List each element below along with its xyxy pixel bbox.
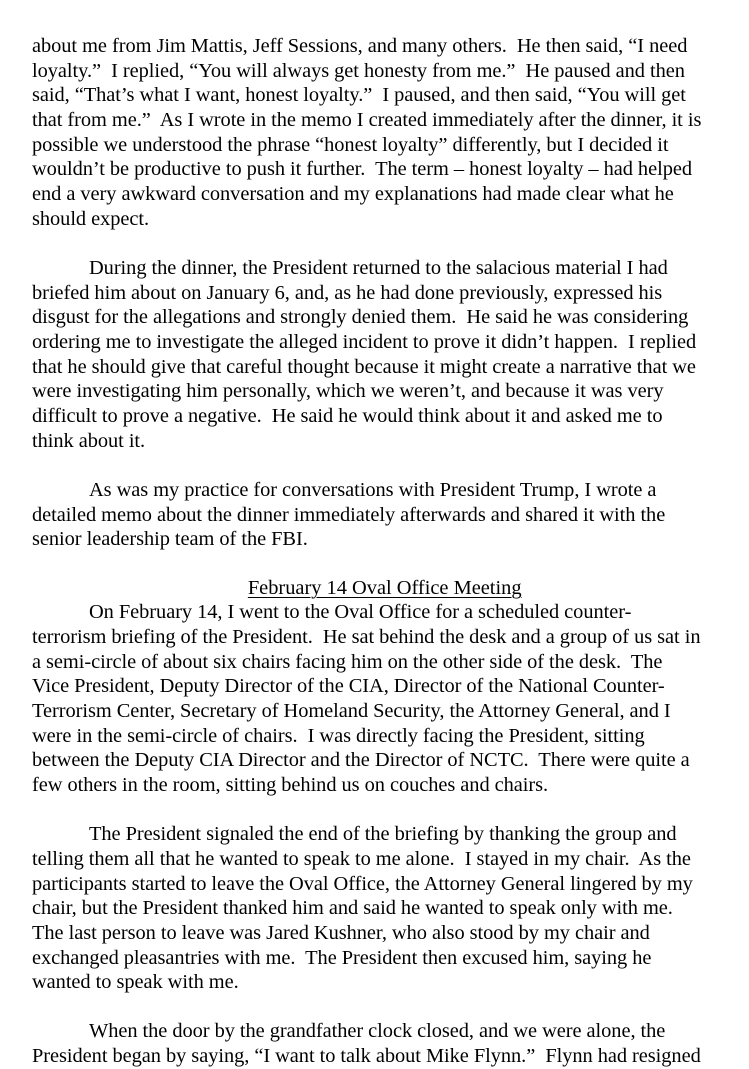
text-line: wouldn’t be productive to push it further. The term – honest loyalty – had helped xyxy=(32,158,692,180)
text-line: should expect. xyxy=(32,208,150,230)
text-line: Vice President, Deputy Director of the CIA, Director of the National Counter- xyxy=(32,675,665,697)
text-line: difficult to prove a negative. He said he would think about it and asked me to xyxy=(32,405,663,427)
text-line: The President signaled the end of the briefing by thanking the group and xyxy=(89,823,677,845)
text-line: Terrorism Center, Secretary of Homeland Security, the Attorney General, and I xyxy=(32,700,671,722)
text-line: think about it. xyxy=(32,430,146,452)
text-line: that he should give that careful thought because it might create a narrative that we xyxy=(32,356,696,378)
text-line: were in the semi-circle of chairs. I was directly facing the President, sitting xyxy=(32,725,645,747)
text-line: loyalty.” I replied, “You will always get honesty from me.” He paused and then xyxy=(32,60,685,82)
text-line: a semi-circle of about six chairs facing him on the other side of the desk. The xyxy=(32,651,663,673)
text-line: wanted to speak with me. xyxy=(32,971,239,993)
text-line: disgust for the allegations and strongly denied them. He said he was considering xyxy=(32,306,689,328)
text-line: possible we understood the phrase “honest loyalty” differently, but I decided it xyxy=(32,134,669,156)
text-line: As was my practice for conversations with President Trump, I wrote a xyxy=(89,479,657,501)
text-line: briefed him about on January 6, and, as he had done previously, expressed his xyxy=(32,282,663,304)
text-line: participants started to leave the Oval Office, the Attorney General lingered by my xyxy=(32,873,693,895)
text-line: When the door by the grandfather clock closed, and we were alone, the xyxy=(89,1020,666,1042)
text-line: chair, but the President thanked him and said he wanted to speak only with me. xyxy=(32,897,673,919)
text-line: The last person to leave was Jared Kushner, who also stood by my chair and xyxy=(32,922,650,944)
text-line: On February 14, I went to the Oval Office for a scheduled counter- xyxy=(89,601,632,623)
text-line: During the dinner, the President returned to the salacious material I had xyxy=(89,257,668,279)
text-line: senior leadership team of the FBI. xyxy=(32,528,308,550)
text-line: detailed memo about the dinner immediately afterwards and shared it with the xyxy=(32,504,666,526)
text-line: end a very awkward conversation and my explanations had made clear what he xyxy=(32,183,674,205)
text-line: President began by saying, “I want to talk about Mike Flynn.” Flynn had resigned xyxy=(32,1045,701,1067)
text-line: exchanged pleasantries with me. The President then excused him, saying he xyxy=(32,947,652,969)
text-line: that from me.” As I wrote in the memo I created immediately after the dinner, it is xyxy=(32,109,702,131)
text-line: were investigating him personally, which we weren’t, and because it was very xyxy=(32,380,664,402)
text-line: few others in the room, sitting behind us on couches and chairs. xyxy=(32,774,549,796)
text-line: between the Deputy CIA Director and the Director of NCTC. There were quite a xyxy=(32,749,690,771)
text-line: said, “That’s what I want, honest loyalty.” I paused, and then said, “You will get xyxy=(32,84,686,106)
section-heading-text: February 14 Oval Office Meeting xyxy=(247,576,522,599)
text-line: telling them all that he wanted to speak to me alone. I stayed in my chair. As the xyxy=(32,848,691,870)
text-line: ordering me to investigate the alleged incident to prove it didn’t happen. I replied xyxy=(32,331,697,353)
text-line: about me from Jim Mattis, Jeff Sessions, and many others. He then said, “I need xyxy=(32,35,688,57)
text-line: terrorism briefing of the President. He sat behind the desk and a group of us sat in xyxy=(32,626,701,648)
